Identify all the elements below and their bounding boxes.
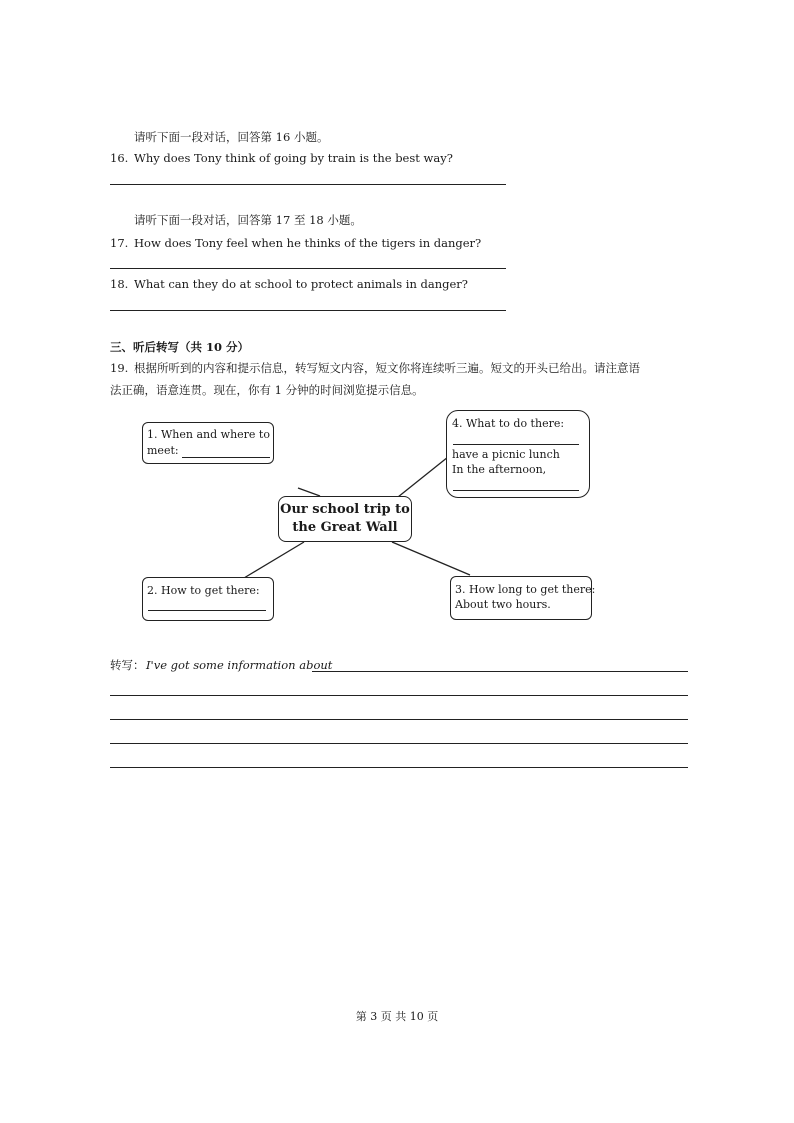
box2-blank[interactable] (148, 610, 266, 611)
q16-question: Why does Tony think of going by train is the best way? (134, 151, 453, 165)
box4-label-line2: have a picnic lunch (452, 448, 560, 461)
rewrite-line-3[interactable] (110, 743, 688, 744)
connector-box3 (392, 542, 470, 575)
box3-label-line1: 3. How long to get there: (455, 583, 596, 596)
q17-18-instruction: 请听下面一段对话，回答第 17 至 18 小题。 (134, 213, 362, 227)
connector-box1 (298, 488, 320, 496)
box4-blank-2[interactable] (453, 490, 579, 491)
box3-label-line2: About two hours. (455, 598, 551, 611)
q18-question: What can they do at school to protect animals in danger? (134, 277, 468, 291)
q17-question: How does Tony feel when he thinks of the tigers in danger? (134, 236, 482, 250)
center-topic-line2: the Great Wall (292, 520, 398, 535)
rewrite-label: 转写： (110, 658, 145, 672)
rewrite-line-4[interactable] (110, 767, 688, 768)
mindmap-box-when-where (142, 422, 274, 464)
q16-number: 16. (110, 151, 129, 165)
center-topic-line1: Our school trip to (280, 502, 410, 517)
q19-number: 19. (110, 361, 129, 375)
rewrite-line-2[interactable] (110, 719, 688, 720)
rewrite-line-1[interactable] (110, 695, 688, 696)
mindmap-box-what-to-do (446, 410, 590, 498)
page-footer: 第 3 页 共 10 页 (355, 1010, 439, 1023)
q18-number: 18. (110, 277, 129, 291)
rewrite-prompt: I've got some information about (146, 658, 333, 672)
box4-blank-1[interactable] (453, 444, 579, 445)
section3-title: 三、听后转写（共 10 分） (110, 340, 250, 354)
q16-instruction: 请听下面一段对话，回答第 16 小题。 (134, 130, 329, 144)
box1-label-line2: meet: (147, 444, 179, 457)
box4-label-line3: In the afternoon, (452, 463, 547, 476)
box2-label-line1: 2. How to get there: (147, 584, 260, 597)
connector-box2 (244, 542, 304, 578)
mindmap-center-topic (278, 496, 412, 542)
mindmap-box-how-long (450, 576, 596, 620)
box1-label-line1: 1. When and where to (147, 428, 270, 441)
box1-blank[interactable] (182, 443, 270, 458)
box4-label-line1: 4. What to do there: (452, 417, 565, 430)
q19-instruction-line2: 法正确，语意连贯。现在，你有 1 分钟的时间浏览提示信息。 (110, 383, 424, 397)
connector-box4 (398, 457, 448, 497)
q19-instruction-line1: 根据所听到的内容和提示信息，转写短文内容，短文你将连续听三遍。短文的开头已给出。请注意语 (134, 361, 640, 375)
rewrite-line-0[interactable] (312, 671, 688, 672)
q17-number: 17. (110, 236, 129, 250)
mindmap-box-how-to-get (142, 577, 274, 621)
